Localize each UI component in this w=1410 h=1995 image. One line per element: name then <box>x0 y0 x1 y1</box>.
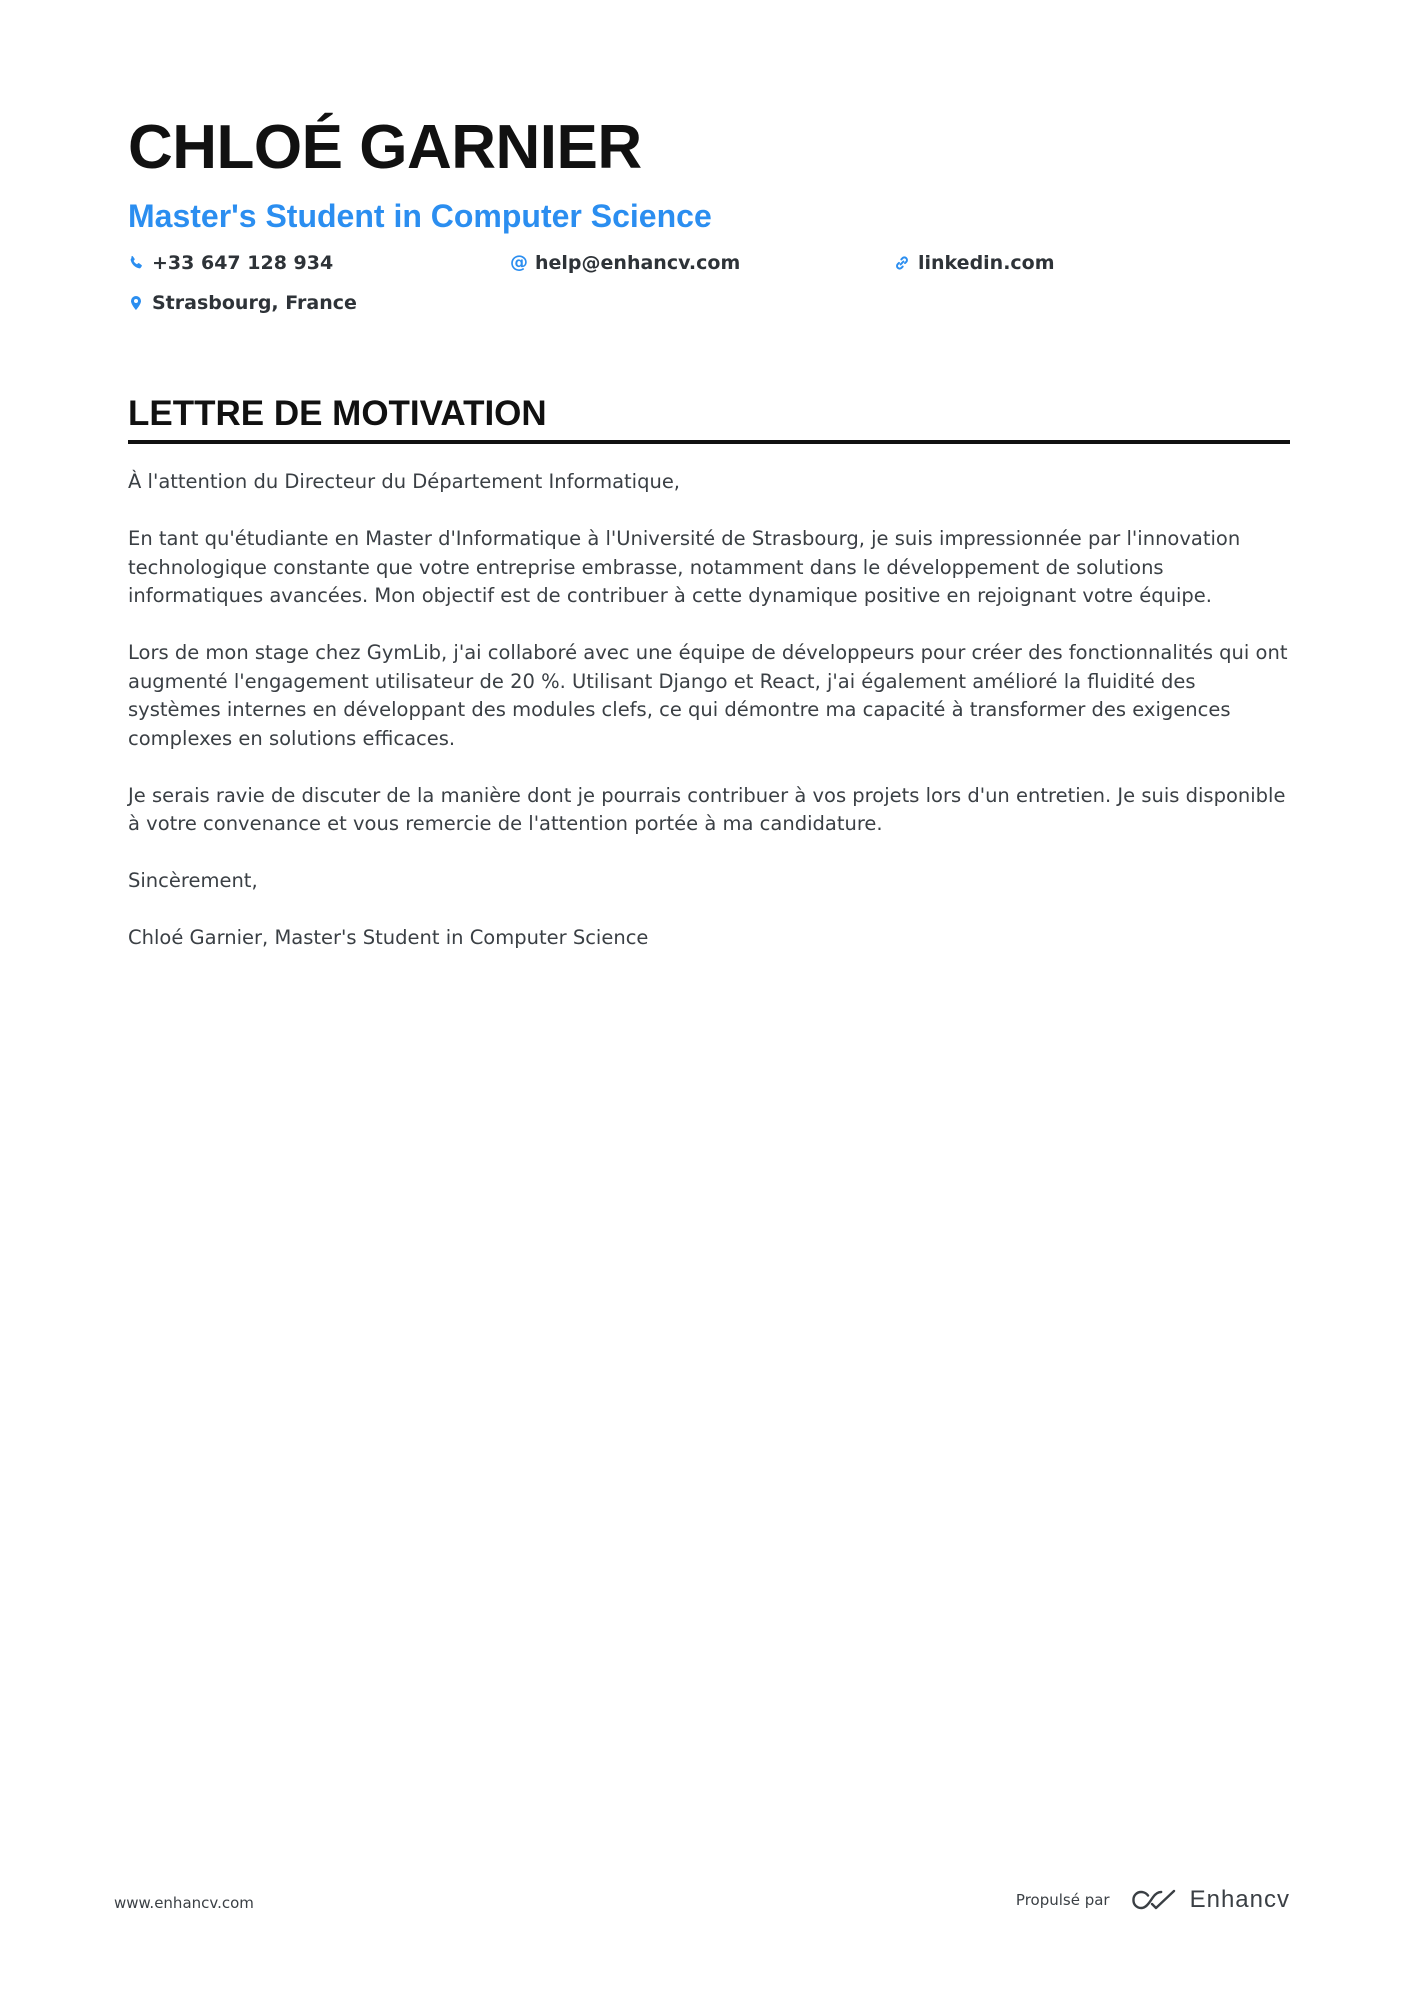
enhancv-logo-icon <box>1132 1888 1176 1912</box>
contact-location-text: Strasbourg, France <box>152 292 357 314</box>
contact-location <box>128 290 511 316</box>
letter-signature: Chloé Garnier, Master's Student in Computer Science <box>128 926 649 949</box>
letter-body <box>128 468 1290 981</box>
contact-website-text: linkedin.com <box>918 252 1055 274</box>
letter-paragraph: Lors de mon stage chez GymLib, j'ai collaboré avec une équipe de développeurs pour créer des fonctionnalités qui ont augmenté l'engagement utilisateur de 20 %. Utilisant Django et React, j'ai également amélioré la fluidité des systèmes internes en développant des modules clefs, ce qui démontre ma capacité à transformer des exigences complexes en solutions efficaces. <box>128 641 1288 750</box>
section-title: LETTRE DE MOTIVATION <box>128 392 1290 444</box>
contact-phone-text: +33 647 128 934 <box>152 252 334 274</box>
phone-icon <box>128 255 144 271</box>
header <box>128 108 1288 316</box>
contact-phone[interactable] <box>128 250 511 276</box>
letter-paragraph: Je serais ravie de discuter de la manière dont je pourrais contribuer à vos projets lors d'un entretien. Je suis disponible à votre convenance et vous remercie de l'attention portée à ma candidature. <box>128 783 1286 835</box>
letter-closing: Sincèrement, <box>128 869 258 892</box>
letter-salutation: À l'attention du Directeur du Département Informatique, <box>128 470 681 493</box>
footer-website-link[interactable]: www.enhancv.com <box>114 1894 254 1912</box>
contact-email[interactable] <box>511 250 894 276</box>
at-icon: @ <box>510 252 528 273</box>
contact-email-text: help@enhancv.com <box>535 252 741 274</box>
map-pin-icon <box>128 295 144 311</box>
candidate-name: CHLOÉ GARNIER <box>128 113 642 182</box>
powered-by-label: Propulsé par <box>1015 1891 1110 1909</box>
brand-name: Enhancv <box>1189 1886 1290 1913</box>
footer-branding[interactable] <box>1016 1886 1290 1914</box>
contact-list <box>128 250 1288 316</box>
link-icon <box>894 255 910 271</box>
contact-website[interactable] <box>894 250 1277 276</box>
candidate-title: Master's Student in Computer Science <box>128 198 712 234</box>
letter-paragraph: En tant qu'étudiante en Master d'Informatique à l'Université de Strasbourg, je suis impressionnée par l'innovation technologique constante que votre entreprise embrasse, notamment dans le développement de solutions informatiques avancées. Mon objectif est de contribuer à cette dynamique positive en rejoignant votre équipe. <box>128 527 1241 607</box>
